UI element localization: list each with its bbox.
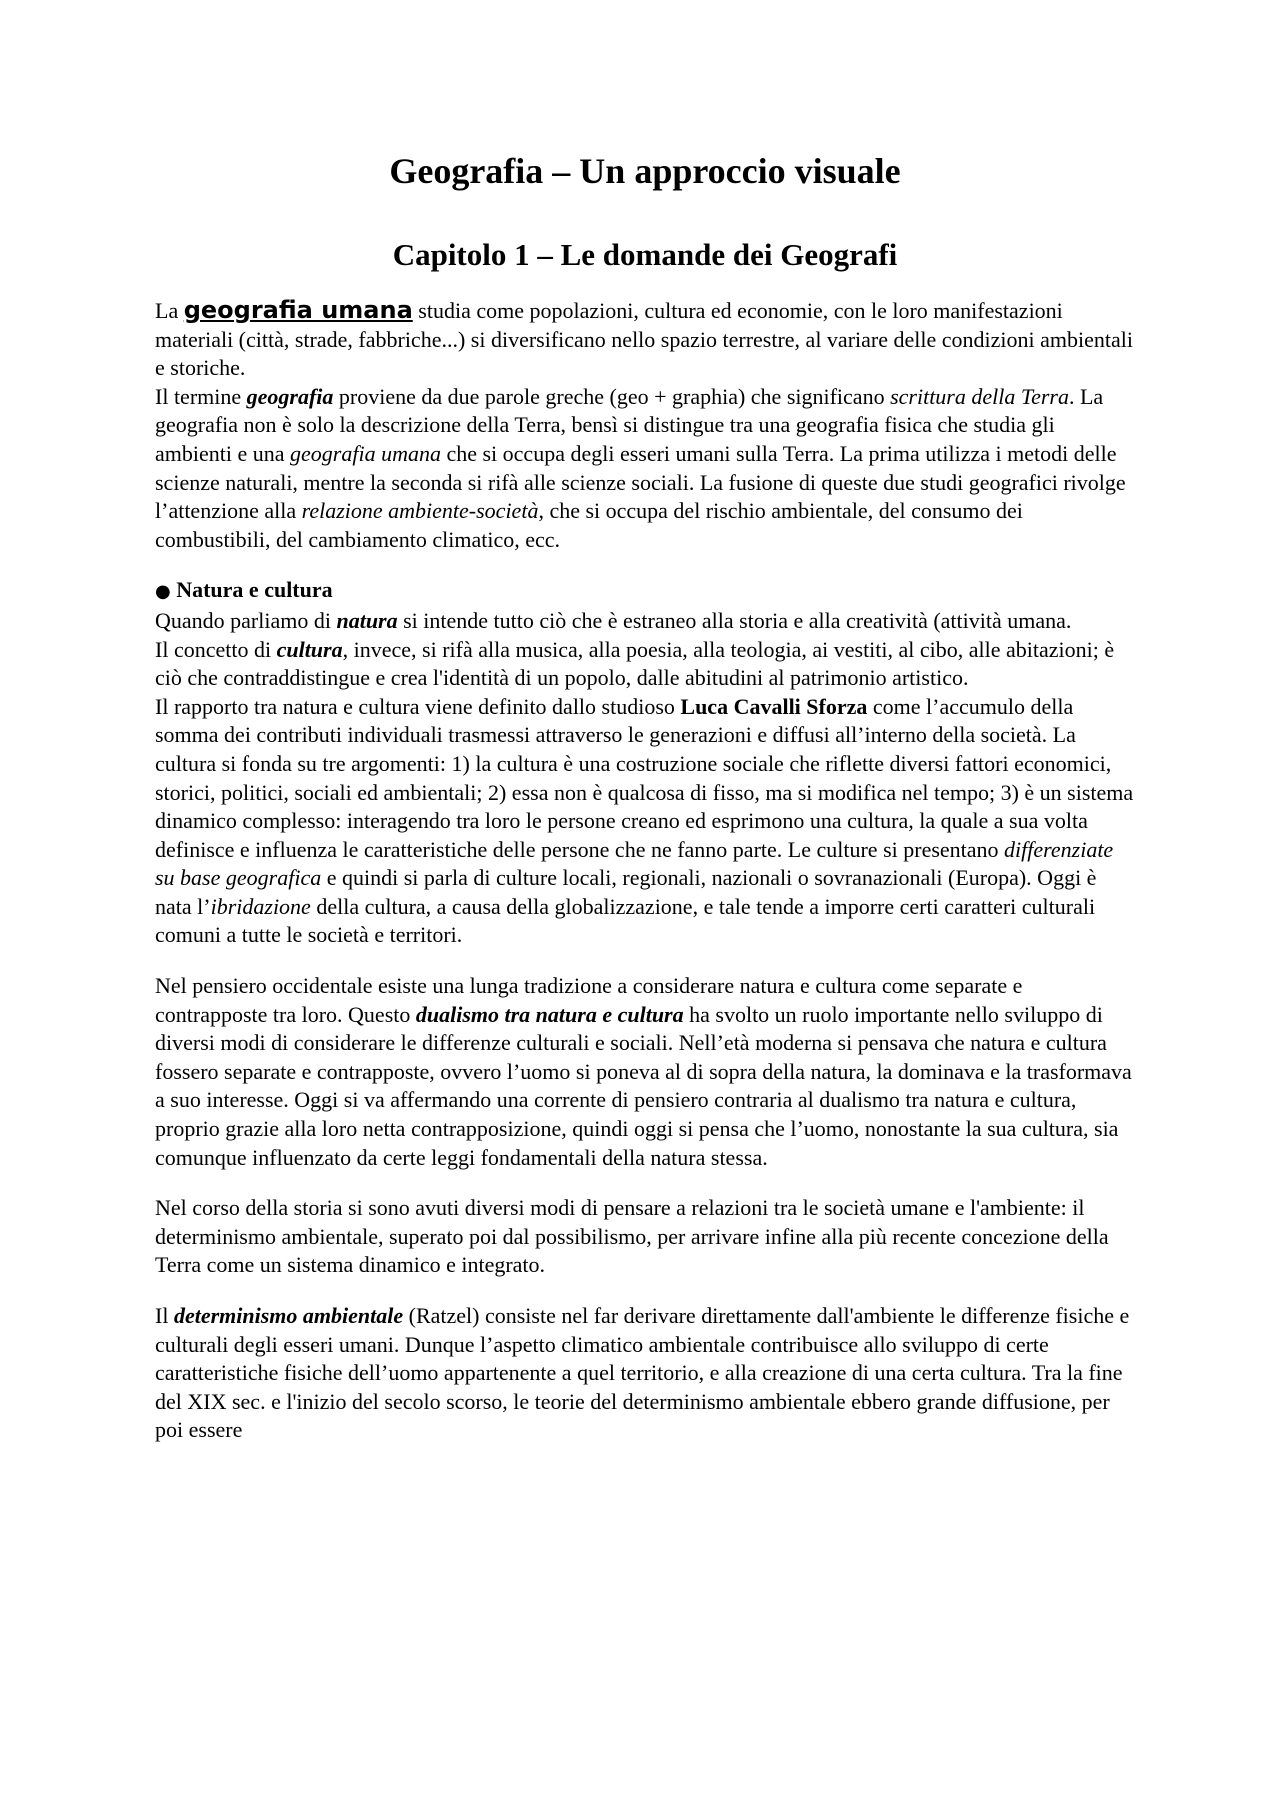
text: La [155, 298, 184, 323]
bullet-icon: ● [155, 581, 171, 603]
text: e quindi si parla di culture locali, regionali, nazionali o sovranazionali (Europa). Oggi è nata l’ [155, 865, 1097, 919]
paragraph-termine-geografia [155, 383, 1135, 555]
italic-scrittura: scrittura della Terra [890, 383, 1069, 409]
section-title: Natura e cultura [176, 577, 333, 603]
italic-relazione: relazione ambiente-società [301, 498, 539, 524]
italic-ibridazione: ibridazione [210, 893, 311, 919]
text: ha svolto un ruolo importante nello sviluppo di diversi modi di considerare le differenze culturali e sociali. Nell’età moderna si pensava che natura e cultura fossero separate e contrapposte, ovvero l’uomo si poneva al di sopra della natura, la dominava e la trasformava a suo interesse. Oggi si va affermando una corrente di pensiero contraria al dualismo tra natura e cultura, proprio grazie alla loro netta contrapposizione, quindi oggi si pensa che l’uomo, nonostante la sua cultura, sia comunque influenzato da certe leggi fondamentali della natura stessa. [155, 1001, 1132, 1170]
italic-differenziate: differenziate su base geografica [155, 836, 1114, 891]
text: Il termine [155, 383, 247, 409]
text: come l’accumulo della somma dei contributi individuali trasmessi attraverso le generazioni e diffusi all’interno della società. La cultura si fonda su tre argomenti: 1) la cultura è una costruzione sociale che riflette diversi fattori economici, storici, politici, sociali ed ambientali; 2) essa non è qualcosa di fisso, ma si modifica nel tempo; 3) è un sistema dinamico complesso: interagendo tra loro le persone creano ed esprimono una cultura, la quale a sua volta definisce e influenza le caratteristiche delle persone che ne fanno parte. Le culture si presentano [155, 693, 1134, 862]
text: Il [155, 1303, 174, 1328]
document-title: Geografia – Un approccio visuale [389, 151, 901, 191]
text: , che si occupa del rischio ambientale, del consumo dei combustibili, del cambiamento climatico, ecc. [155, 498, 1023, 552]
text: Quando parliamo di [155, 607, 337, 633]
paragraph-rapporto [155, 693, 1135, 950]
paragraph-cultura [155, 636, 1135, 693]
keyword-natura: natura [336, 607, 398, 633]
paragraph-determinismo [155, 1302, 1135, 1445]
text: Il concetto di [155, 636, 277, 662]
paragraph-intro [155, 296, 1135, 383]
author-name: Luca Cavalli Sforza [680, 693, 868, 719]
keyword-geografia-umana: geografia umana [183, 296, 413, 324]
text: si intende tutto ciò che è estraneo alla storia e alla creatività (attività umana. [397, 607, 1072, 633]
paragraph-natura [155, 607, 1135, 636]
keyword-geografia: geografia [246, 383, 334, 409]
keyword-cultura: cultura [276, 636, 343, 662]
paragraph-storia: Nel corso della storia si sono avuti diversi modi di pensare a relazioni tra le società umane e l'ambiente: il determinismo ambientale, superato poi dal possibilismo, per arrivare infine alla più recente concezione della Terra come un sistema dinamico e integrato. [155, 1195, 1109, 1278]
italic-geografia-umana: geografia umana [290, 440, 441, 466]
text: proviene da due parole greche (geo + graphia) che significano [333, 383, 891, 409]
chapter-title: Capitolo 1 – Le domande dei Geografi [392, 237, 898, 272]
text: , invece, si rifà alla musica, alla poesia, alla teologia, ai vestiti, al cibo, alle abitazioni; è ciò che contraddistingue e crea l'identità di un popolo, dalle abitudini al patrimonio artistico. [155, 636, 1115, 691]
text: della cultura, a causa della globalizzazione, e tale tende a imporre certi caratteri culturali comuni a tutte le società e territori. [155, 893, 1096, 948]
text: (Ratzel) consiste nel far derivare direttamente dall'ambiente le differenze fisiche e culturali degli esseri umani. Dunque l’aspetto climatico ambientale contribuisce allo sviluppo di certe caratteristiche fisiche dell’uomo appartenente a quel territorio, e alla creazione di una certa cultura. Tra la fine del XIX sec. e l'inizio del secolo scorso, le teorie del determinismo ambientale ebbero grande diffusione, per poi essere [155, 1303, 1130, 1443]
document-page [155, 150, 1135, 1467]
section-heading-natura-cultura [155, 576, 1135, 607]
text: che si occupa degli esseri umani sulla Terra. La prima utilizza i metodi delle scienze naturali, mentre la seconda si rifà alle scienze sociali. La fusione di queste due studi geografici rivolge l’attenzione alla [155, 440, 1126, 524]
keyword-determinismo: determinismo ambientale [173, 1303, 404, 1328]
keyword-dualismo: dualismo tra natura e cultura [415, 1001, 684, 1027]
text: Il rapporto tra natura e cultura viene definito dallo studioso [155, 693, 681, 719]
paragraph-dualismo [155, 972, 1135, 1172]
text: studia come popolazioni, cultura ed economie, con le loro manifestazioni materiali (città, strade, fabbriche...) si diversificano nello spazio terrestre, al variare delle condizioni ambientali e storiche. [155, 298, 1133, 381]
text: Nel pensiero occidentale esiste una lunga tradizione a considerare natura e cultura come separate e contrapposte tra loro. Questo [155, 973, 1023, 1027]
text: . La geografia non è solo la descrizione della Terra, bensì si distingue tra una geografia fisica che studia gli ambienti e una [155, 383, 1104, 466]
